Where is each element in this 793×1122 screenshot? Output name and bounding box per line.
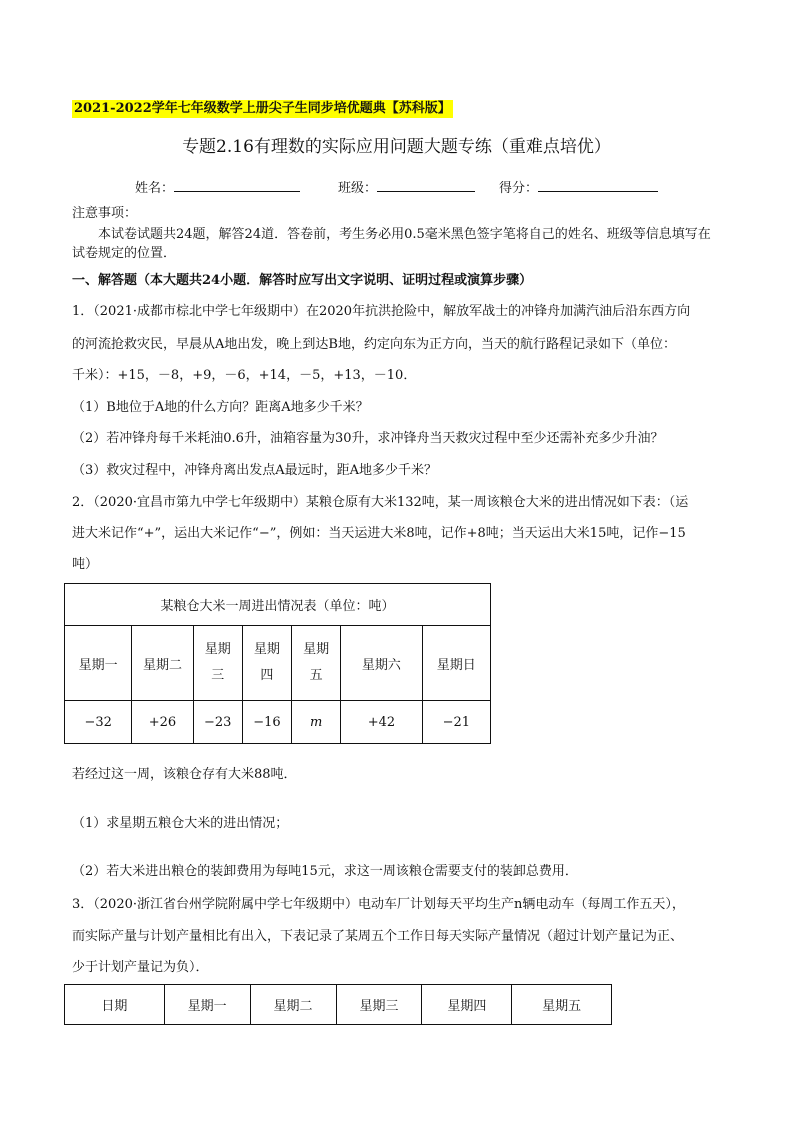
name-field[interactable]	[135, 177, 300, 198]
production-table-header: 日期	[65, 985, 165, 1025]
class-blank[interactable]	[377, 177, 475, 192]
notice-text: 本试卷试题共24题，解答24道．答卷前，考生务必用0.5毫米黑色签字笔将自己的姓名、班级等信息填写在试卷规定的位置．	[72, 227, 711, 261]
q2-sub-1: （1）求星期五粮仓大米的进出情况；	[72, 816, 289, 831]
rice-table-header	[242, 626, 291, 701]
q1-line-1: 1．（2021·成都市棕北中学七年级期中）在2020年抗洪抢险中，解放军战士的冲锋舟加满汽油后沿东西方向	[72, 304, 691, 319]
class-label: 班级：	[338, 181, 378, 196]
name-label: 姓名：	[135, 181, 175, 196]
score-blank[interactable]	[538, 177, 658, 192]
rice-table	[64, 583, 491, 744]
q3-line-1: 3．（2020·浙江省台州学院附属中学七年级期中）电动车厂计划每天平均生产n辆电动车（每周工作五天），	[72, 897, 685, 912]
series-header-tag: 2021-2022学年七年级数学上册尖子生同步培优题典【苏科版】	[74, 101, 451, 116]
rice-table-header-text: 星期三	[204, 642, 231, 683]
q1-sub-3: （3）救灾过程中，冲锋舟离出发点A最远时，距A地多少千米？	[72, 463, 438, 478]
rice-table-header: 星期日	[422, 626, 490, 701]
q2-sub-2: （2）若大米进出粮仓的装卸费用为每吨15元，求这一周该粮仓需要支付的装卸总费用．	[72, 864, 578, 879]
document-title: 专题2.16有理数的实际应用问题大题专练（重难点培优）	[182, 137, 611, 157]
rice-table-header	[292, 626, 341, 701]
rice-table-header	[193, 626, 242, 701]
rice-table-value: +26	[132, 701, 193, 744]
name-blank[interactable]	[174, 177, 300, 192]
rice-table-value: m	[292, 701, 341, 744]
rice-table-caption: 某粮仓大米一周进出情况表（单位：吨）	[65, 584, 491, 626]
q3-line-3: 少于计划产量记为负）．	[72, 960, 209, 975]
production-table-header: 星期五	[512, 985, 612, 1025]
q3-line-2: 而实际产量与计划产量相比有出入，下表记录了某周五个工作日每天实际产量情况（超过计划产量记为正、	[72, 929, 684, 944]
production-table-header: 星期一	[164, 985, 250, 1025]
score-label: 得分：	[499, 181, 539, 196]
q2-line-2: 进大米记作“+”，运出大米记作“−”，例如：当天运进大米8吨，记作+8吨；当天运出大米15吨，记作−15	[72, 526, 686, 541]
q1-sub-1: （1）B地位于A地的什么方向？距离A地多少千米？	[72, 400, 369, 415]
q1-line-2: 的河流抢救灾民，早晨从A地出发，晚上到达B地，约定向东为正方向，当天的航行路程记录如下（单位：	[72, 337, 676, 352]
q2-line-3: 吨）	[72, 557, 99, 572]
rice-table-header-text: 星期四	[253, 642, 280, 683]
q1-sub-2: （2）若冲锋舟每千米耗油0.6升，油箱容量为30升，求冲锋舟当天救灾过程中至少还需补充多少升油？	[72, 431, 664, 446]
rice-table-header: 星期二	[132, 626, 193, 701]
rice-table-value: −21	[422, 701, 490, 744]
rice-table-value: +42	[341, 701, 422, 744]
production-table	[64, 984, 612, 1025]
production-table-header: 星期四	[422, 985, 512, 1025]
notice-heading: 注意事项：	[72, 206, 138, 221]
score-field[interactable]	[499, 177, 658, 198]
rice-table-header: 星期六	[341, 626, 422, 701]
q2-line-1: 2．（2020·宜昌市第九中学七年级期中）某粮仓原有大米132吨，某一周该粮仓大米的进出情况如下表：（运	[72, 495, 689, 510]
production-table-header: 星期二	[250, 985, 336, 1025]
q1-line-3: 千米）：+15，－8，+9，－6，+14，－5，+13，－10．	[72, 368, 417, 383]
rice-table-value: −16	[242, 701, 291, 744]
q2-after-table: 若经过这一周，该粮仓存有大米88吨．	[72, 767, 297, 782]
class-field[interactable]	[338, 177, 475, 198]
rice-table-value: −32	[65, 701, 132, 744]
rice-table-value: −23	[193, 701, 242, 744]
production-table-header: 星期三	[336, 985, 422, 1025]
section-heading: 一、解答题（本大题共24小题．解答时应写出文字说明、证明过程或演算步骤）	[72, 273, 533, 288]
rice-table-header-text: 星期五	[303, 642, 330, 683]
rice-table-header: 星期一	[65, 626, 132, 701]
